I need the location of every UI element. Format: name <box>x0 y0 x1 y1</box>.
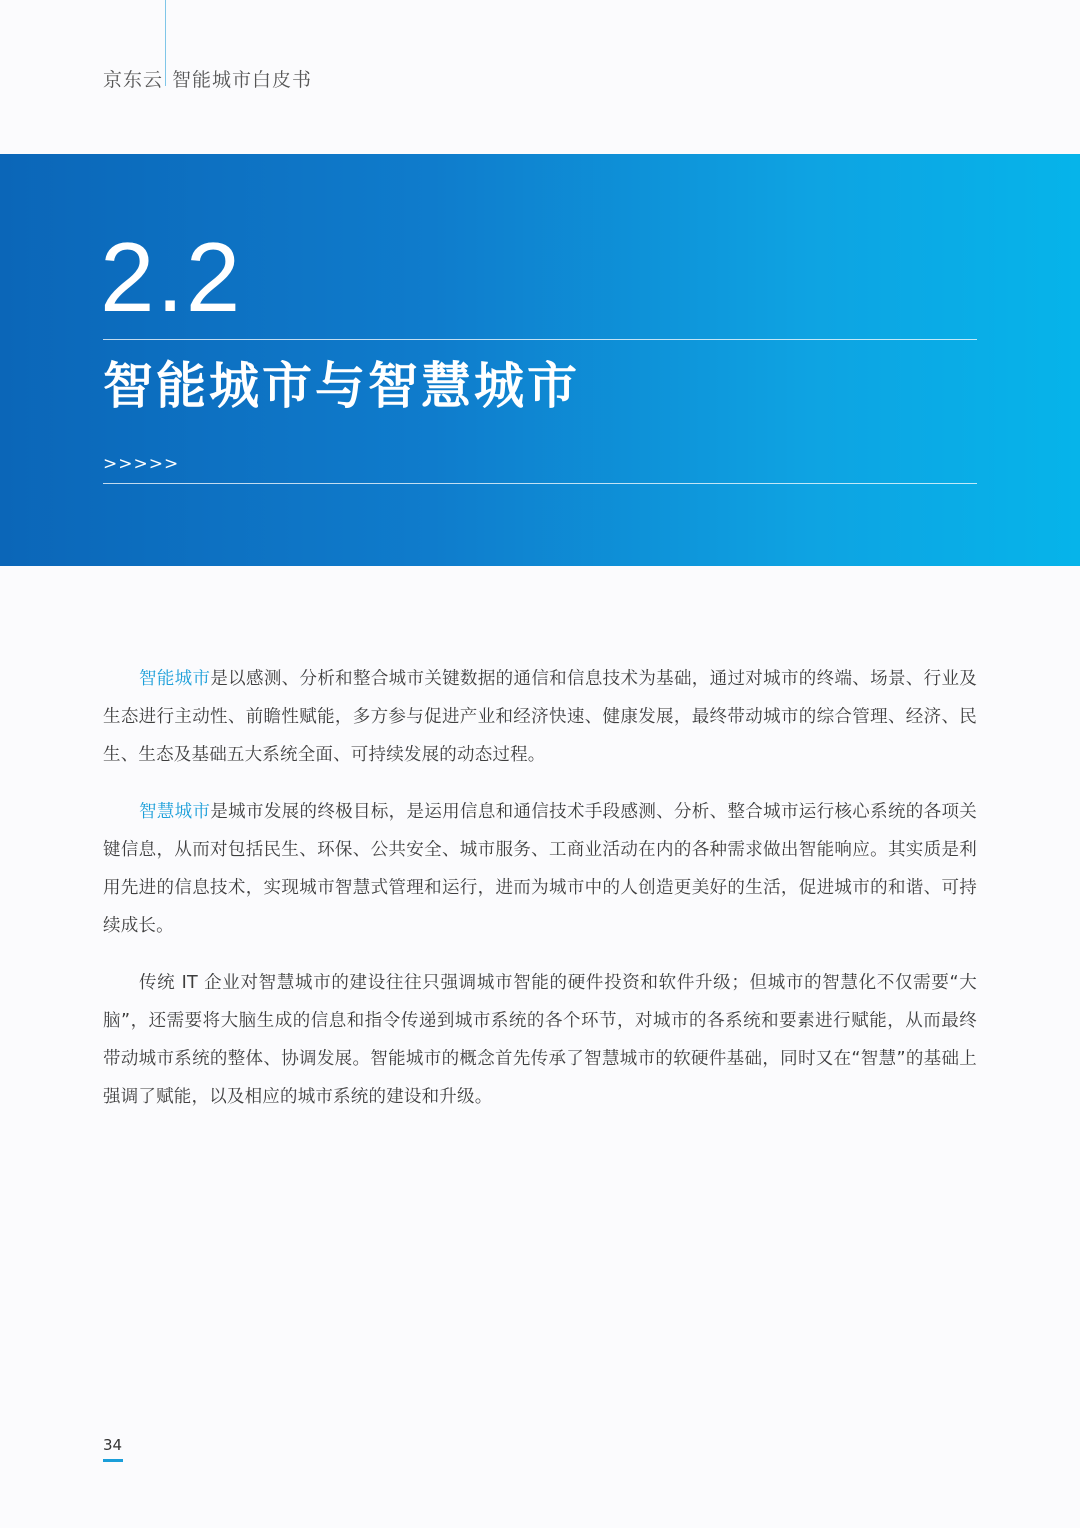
section-number: 2.2 <box>100 222 243 332</box>
page-header <box>103 64 312 92</box>
paragraph-traditional-it <box>103 964 977 1116</box>
page-number-underline <box>103 1459 123 1462</box>
paragraph-wisdom-city <box>103 793 977 945</box>
paragraph-smart-city <box>103 660 977 774</box>
section-title: 智能城市与智慧城市 <box>103 357 580 415</box>
banner-divider-top <box>103 339 977 340</box>
body-content <box>103 660 977 1135</box>
banner-divider-bottom <box>103 483 977 484</box>
document-title: 智能城市白皮书 <box>172 68 313 91</box>
paragraph-text: 是以感测、分析和整合城市关键数据的通信和信息技术为基础，通过对城市的终端、场景、行业及生态进行主动性、前瞻性赋能，多方参与促进产业和经济快速、健康发展，最终带动城市的综合管理、经济、民生、生态及基础五大系统全面、可持续发展的动态过程。 <box>103 669 977 765</box>
paragraph-text: 传统 IT 企业对智慧城市的建设往往只强调城市智能的硬件投资和软件升级；但城市的智慧化不仅需要“大脑”，还需要将大脑生成的信息和指令传递到城市系统的各个环节，对城市的各系统和要素进行赋能，从而最终带动城市系统的整体、协调发展。智能城市的概念首先传承了智慧城市的软硬件基础，同时又在“智慧”的基础上强调了赋能，以及相应的城市系统的建设和升级。 <box>103 973 977 1107</box>
brand-name: 京东云 <box>103 68 164 91</box>
chevron-decoration: >>>>> <box>103 454 180 474</box>
term-highlight: 智慧城市 <box>139 802 211 822</box>
paragraph-text: 是城市发展的终极目标，是运用信息和通信技术手段感测、分析、整合城市运行核心系统的各项关键信息，从而对包括民生、环保、公共安全、城市服务、工商业活动在内的各种需求做出智能响应。其实质是利用先进的信息技术，实现城市智慧式管理和运行，进而为城市中的人创造更美好的生活，促进城市的和谐、可持续成长。 <box>103 802 977 936</box>
section-banner <box>0 154 1080 566</box>
term-highlight: 智能城市 <box>139 669 211 689</box>
page-number: 34 <box>103 1436 123 1454</box>
